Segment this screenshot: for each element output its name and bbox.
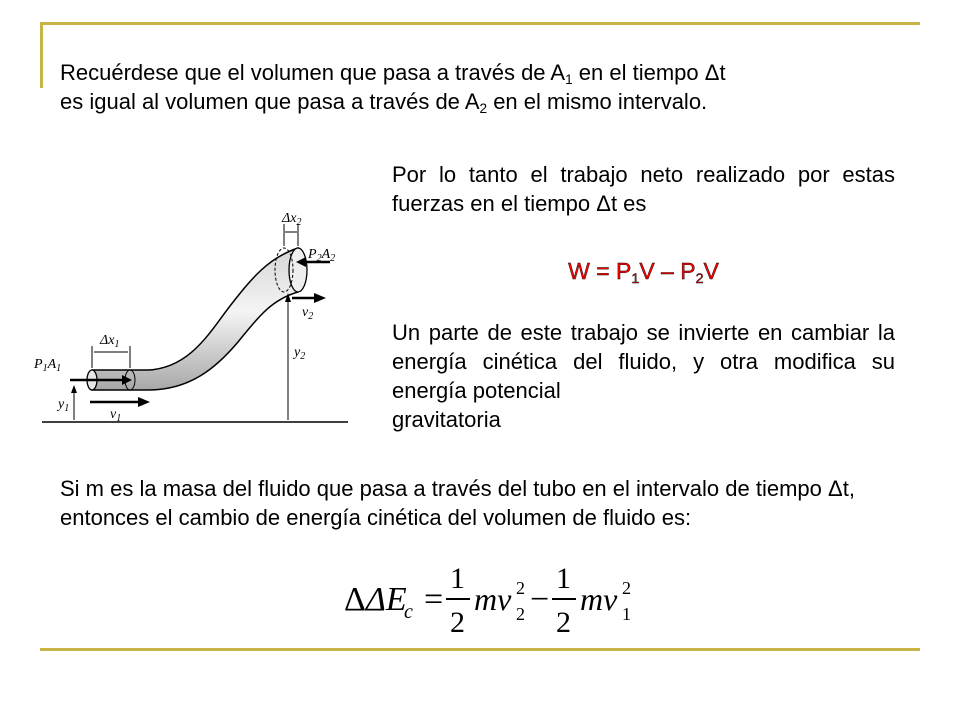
formula-lhs-subscript: c (404, 601, 413, 623)
formula-den1: 2 (450, 606, 465, 639)
formula-num2: 1 (556, 562, 571, 595)
intro-paragraph: Recuérdese que el volumen que pasa a través de $A_1$ en el tiempo Δt es igual al volumen que pasa a través de $A_2$ en el mismo intervalo. (60, 60, 726, 116)
label-y2: $y_2$ (294, 345, 306, 362)
net-work-paragraph: Por lo tanto el trabajo neto realizado por estas fuerzas en el tiempo Δt es (392, 162, 895, 216)
formula-equals: = (424, 581, 444, 618)
formula-term2: mv (580, 581, 618, 617)
y1-arrowhead (71, 385, 77, 393)
formula-term1-sub: 2 (516, 604, 525, 624)
pipe-right-end (289, 248, 307, 292)
formula-lhs: ΔΔE (344, 581, 407, 618)
formula-term2-sub: 1 (622, 604, 631, 624)
formula-term1-sup: 2 (516, 578, 525, 598)
top-rule (40, 22, 920, 25)
bottom-rule (40, 648, 920, 651)
left-rule (40, 22, 43, 88)
formula-den2: 2 (556, 606, 571, 639)
velocity-arrowhead-1 (138, 397, 150, 407)
label-p1a1: $P_1A_1$ (34, 357, 62, 374)
kinetic-energy-formula (342, 560, 642, 640)
label-dx1: $\Delta x_1$ (100, 333, 120, 350)
work-equation: $W = P_1V - P_2V$ (568, 258, 719, 287)
pipe-body (92, 248, 298, 390)
formula-term2-sup: 2 (622, 578, 631, 598)
formula-minus: − (530, 581, 550, 618)
formula-term1: mv (474, 581, 512, 617)
label-dx2: $\Delta x_2$ (282, 211, 302, 228)
velocity-arrowhead-2 (314, 293, 326, 303)
formula-num1: 1 (450, 562, 465, 595)
label-v2: $v_2$ (302, 305, 314, 322)
label-y1: $y_1$ (58, 397, 70, 414)
label-p2a2: $P_2A_2$ (308, 247, 336, 264)
pipe-flow-diagram (30, 196, 370, 446)
label-v1: $v_1$ (110, 407, 122, 424)
mass-paragraph: Si m es la masa del fluido que pasa a través del tubo en el intervalo de tiempo Δt, entonces el cambio de energía cinética del volumen de fluido es: (60, 476, 855, 530)
kinetic-energy-paragraph: Un parte de este trabajo se invierte en cambiar la energía cinética del fluido, y otra modifica su energía potencial gravitatoria (392, 320, 895, 432)
